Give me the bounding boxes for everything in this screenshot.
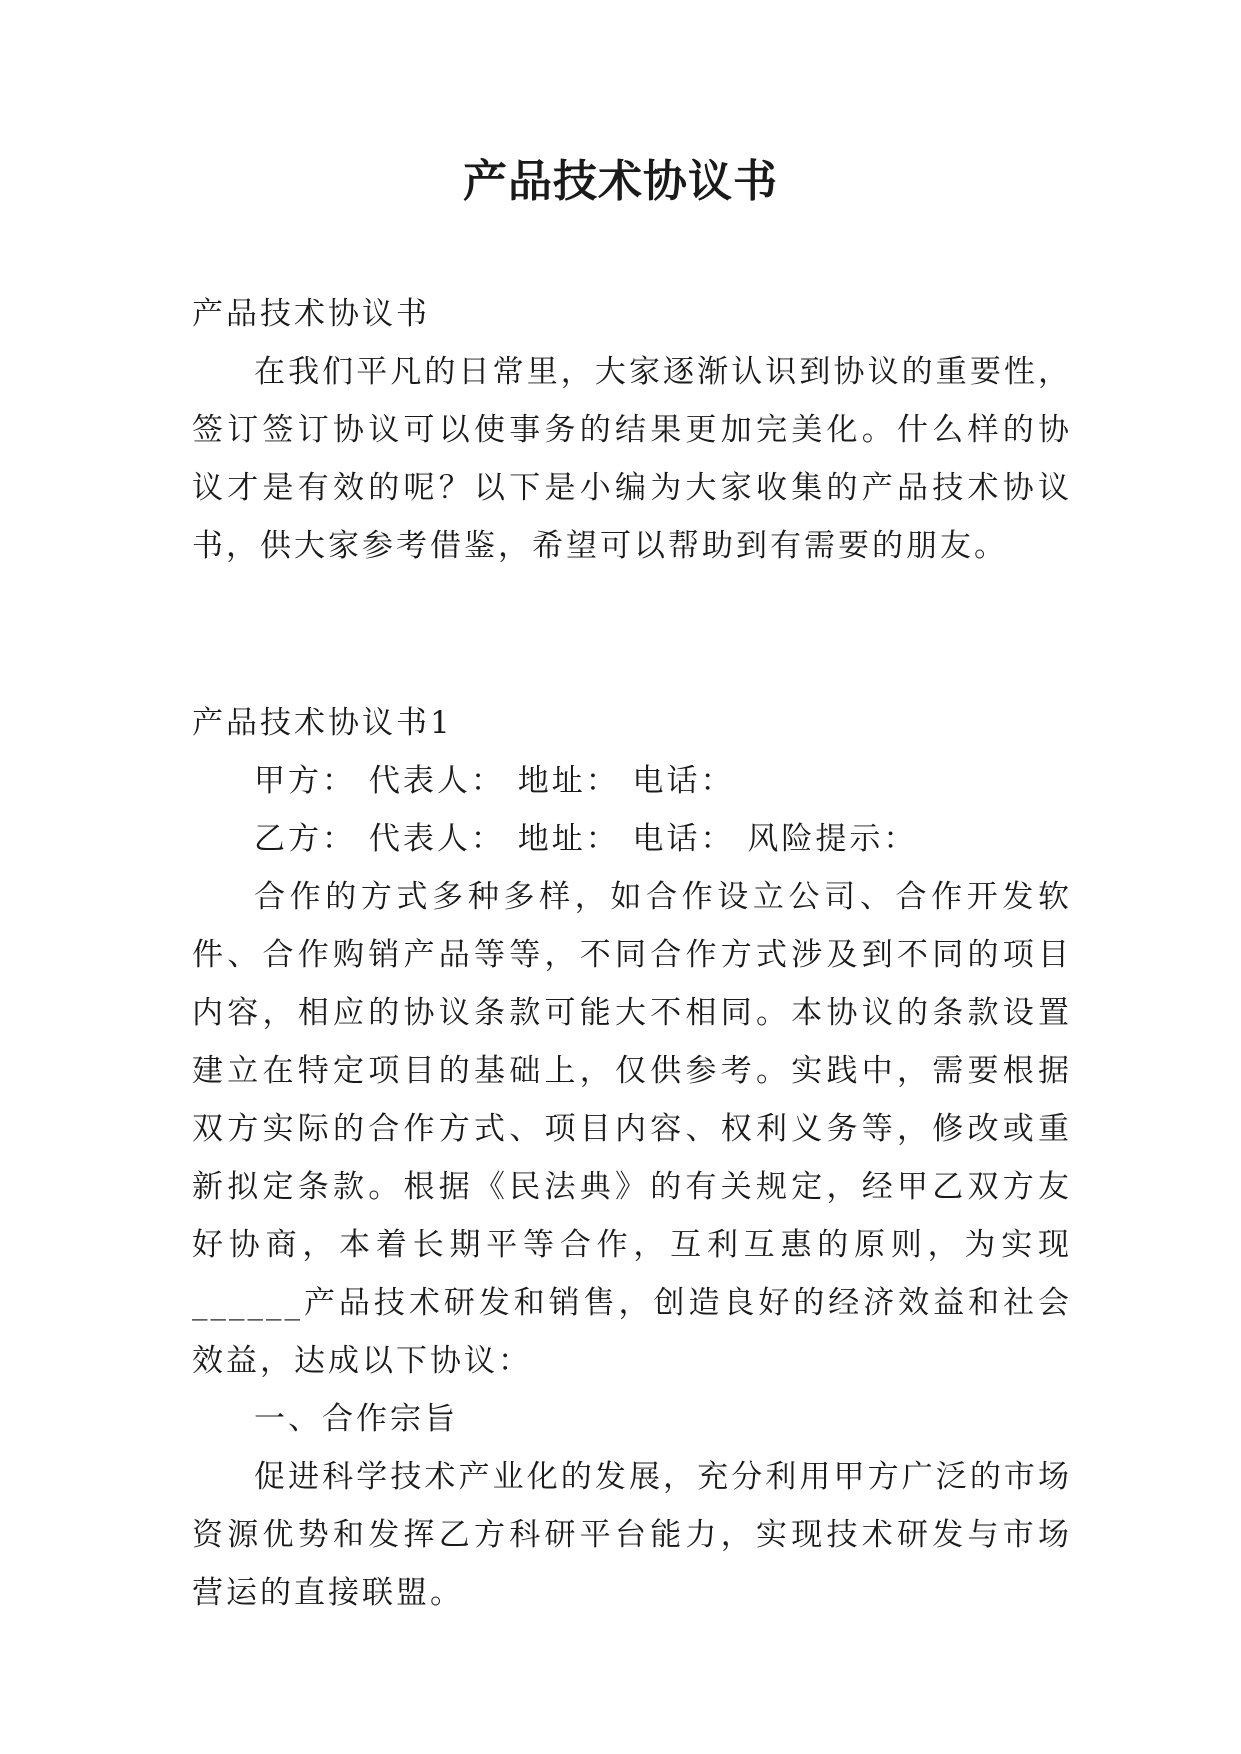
risk-paragraph: 合作的方式多种多样，如合作设立公司、合作开发软件、合作购销产品等等，不同合作方式涉及到不同的项目内容，相应的协议条款可能大不相同。本协议的条款设置建立在特定项目的基础上，仅供参考。实践中，需要根据双方实际的合作方式、项目内容、权利义务等，修改或重新拟定条款。根据《民法典》的有关规定，经甲乙双方友好协商，本着长期平等合作，互利互惠的原则，为实现______产品技术研发和销售，创造良好的经济效益和社会效益，达成以下协议： — [192, 879, 1072, 1379]
party-b-line: 乙方： 代表人： 地址： 电话： 风险提示： — [254, 821, 918, 857]
section-one-paragraph: 促进科学技术产业化的发展，充分利用甲方广泛的市场资源优势和发挥乙方科研平台能力，实现技术研发与市场营运的直接联盟。 — [192, 1459, 1072, 1611]
agreement-heading: 产品技术协议书1 — [192, 705, 453, 741]
intro-paragraph: 在我们平凡的日常里，大家逐渐认识到协议的重要性，签订签订协议可以使事务的结果更加完美化。什么样的协议才是有效的呢？以下是小编为大家收集的产品技术协议书，供大家参考借鉴，希望可以帮助到有需要的朋友。 — [192, 354, 1072, 564]
intro-heading: 产品技术协议书 — [192, 296, 430, 332]
party-a-line: 甲方： 代表人： 地址： 电话： — [254, 763, 735, 799]
intro-section — [192, 285, 1072, 575]
document-title: 产品技术协议书 — [463, 156, 778, 207]
agreement-section — [192, 694, 1072, 1622]
section-one-heading: 一、合作宗旨 — [254, 1401, 458, 1437]
